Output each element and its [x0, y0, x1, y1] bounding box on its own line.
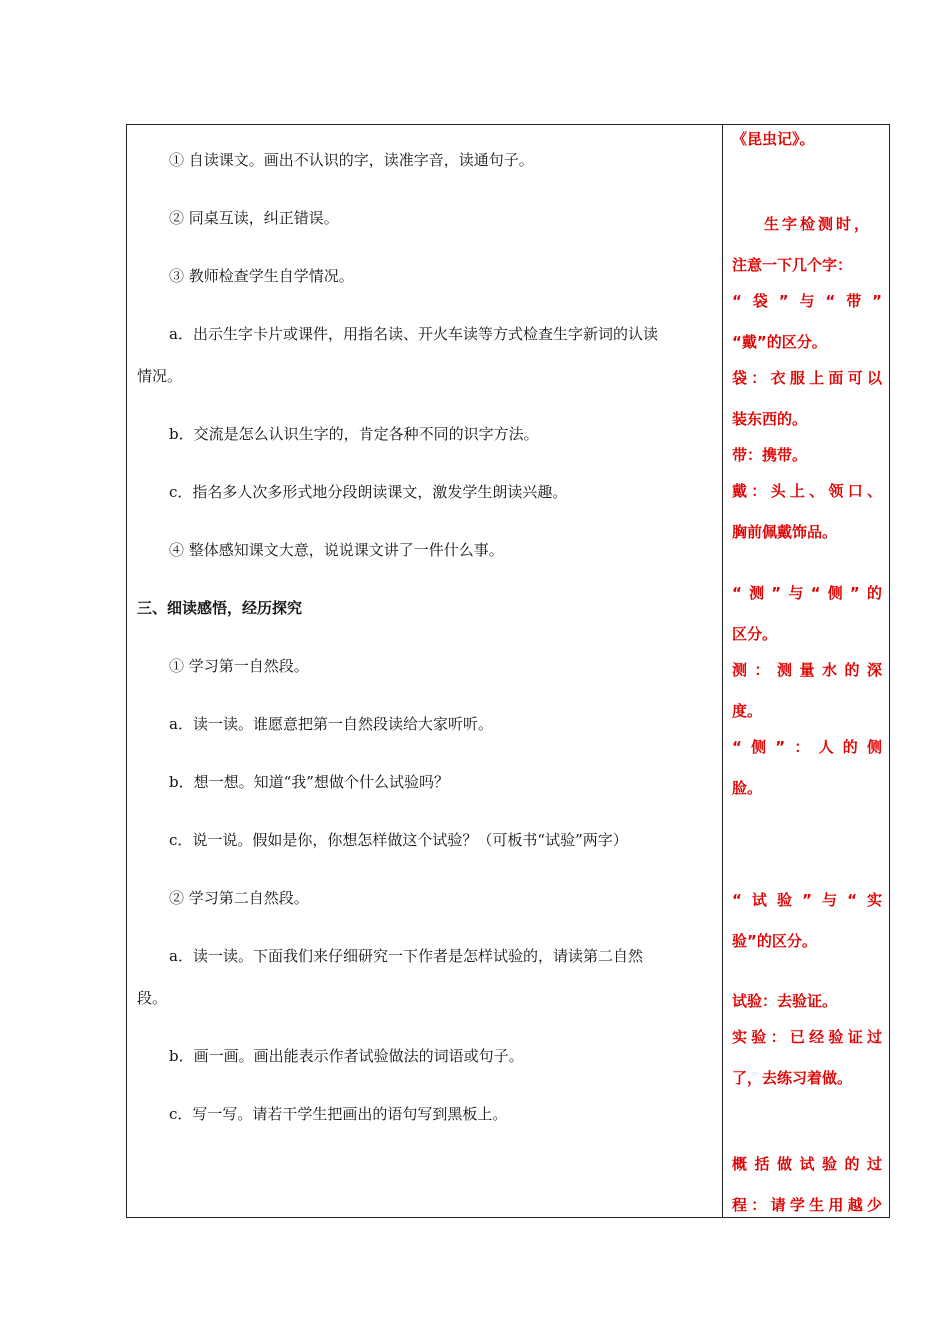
step-line: c．指名多人次多形式地分段朗读课文，激发学生朗读兴趣。 — [169, 483, 568, 501]
note-line: “戴”的区分。 — [732, 333, 827, 351]
step-line: b．画一画。画出能表示作者试验做法的词语或句子。 — [169, 1047, 524, 1065]
step-line: a．出示生字卡片或课件，用指名读、开火车读等方式检查生字新词的认读 — [169, 325, 658, 343]
step-line: ① 学习第一自然段。 — [169, 657, 309, 675]
note-line: 袋：衣服上面可以 — [732, 369, 882, 387]
note-line: 戴：头上、领口、 — [732, 482, 882, 500]
note-line: 带：携带。 — [732, 446, 808, 464]
step-line: ③ 教师检查学生自学情况。 — [169, 267, 354, 285]
note-line: “侧”：人的侧 — [732, 738, 882, 756]
step-line: b．交流是怎么认识生字的，肯定各种不同的识字方法。 — [169, 425, 539, 443]
note-line: 脸。 — [732, 779, 763, 797]
step-line: b．想一想。知道“我”想做个什么试验吗？ — [169, 773, 449, 791]
note-line: “试验”与“实 — [732, 891, 882, 909]
note-line: 验”的区分。 — [732, 932, 817, 950]
step-line: ② 学习第二自然段。 — [169, 889, 309, 907]
note-line: “测”与“侧”的 — [732, 584, 882, 602]
step-line: c．说一说。假如是你，你想怎样做这个试验？（可板书“试验”两字） — [169, 831, 628, 849]
note-line: 测：测量水的深 — [732, 661, 882, 679]
note-line: 度。 — [732, 702, 763, 720]
section-heading: 三、细读感悟，经历探究 — [137, 599, 303, 617]
step-line: a．读一读。谁愿意把第一自然段读给大家听听。 — [169, 715, 493, 733]
note-line: “袋”与“带” — [732, 292, 882, 310]
column-divider — [722, 124, 723, 1218]
step-line: ① 自读课文。画出不认识的字，读准字音，读通句子。 — [169, 151, 534, 169]
step-line: ② 同桌互读，纠正错误。 — [169, 209, 339, 227]
note-line: 试验：去验证。 — [732, 992, 838, 1010]
step-line: a．读一读。下面我们来仔细研究一下作者是怎样试验的，请读第二自然 — [169, 947, 643, 965]
step-line: ④ 整体感知课文大意，说说课文讲了一件什么事。 — [169, 541, 504, 559]
note-line: 《昆虫记》。 — [732, 130, 815, 148]
note-line: 了，去练习着做。 — [732, 1069, 853, 1087]
note-line: 实验：已经验证过 — [732, 1028, 882, 1046]
step-line: 情况。 — [137, 367, 183, 385]
step-line: 段。 — [137, 989, 168, 1007]
note-line: 程：请学生用越少 — [732, 1196, 882, 1214]
note-line: 生字检测时， — [764, 215, 873, 233]
note-line: 区分。 — [732, 625, 778, 643]
note-line: 装东西的。 — [732, 410, 808, 428]
note-line: 胸前佩戴饰品。 — [732, 523, 838, 541]
note-line: 注意一下几个字： — [732, 256, 853, 274]
note-line: 概括做试验的过 — [732, 1155, 882, 1173]
step-line: c．写一写。请若干学生把画出的语句写到黑板上。 — [169, 1105, 508, 1123]
